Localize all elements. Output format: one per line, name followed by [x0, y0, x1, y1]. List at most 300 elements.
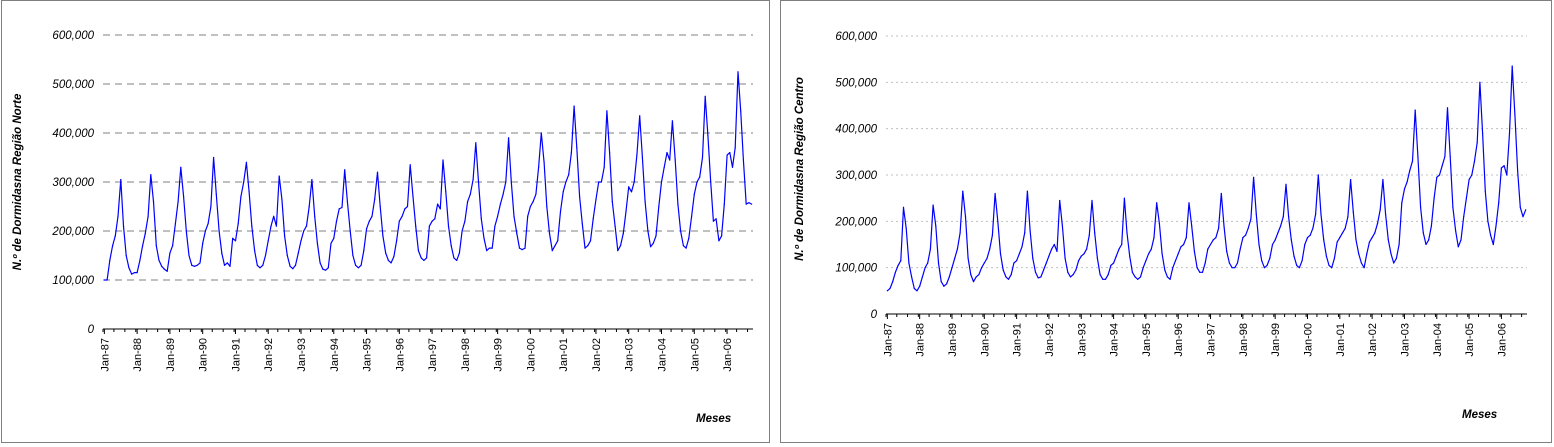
data-point: [363, 250, 364, 251]
data-point: [126, 255, 127, 256]
data-point: [1156, 202, 1157, 203]
data-point: [571, 152, 572, 153]
x-tick-label: Jan-89: [946, 323, 959, 357]
x-tick-label: Jan-03: [623, 338, 636, 372]
data-point: [1008, 279, 1009, 280]
data-point: [903, 207, 904, 208]
data-point: [1323, 239, 1324, 240]
data-point: [557, 240, 558, 241]
y-tick-label: 0: [870, 309, 877, 321]
x-tick-label: Jan-95: [1140, 323, 1153, 357]
data-point: [981, 267, 982, 268]
data-point: [279, 176, 280, 177]
data-point: [911, 276, 912, 277]
x-axis-title: Meses: [696, 413, 732, 425]
data-point: [552, 250, 553, 251]
data-point: [366, 228, 367, 229]
data-point: [1197, 267, 1198, 268]
data-point: [683, 245, 684, 246]
data-point: [628, 186, 629, 187]
data-point: [1269, 258, 1270, 259]
x-tick-label: Jan-96: [1173, 323, 1186, 357]
data-point: [1073, 274, 1074, 275]
chart-centro: [781, 1, 1553, 444]
data-point: [1232, 267, 1233, 268]
data-point: [1331, 267, 1332, 268]
data-point: [287, 255, 288, 256]
x-tick-label: Jan-04: [1431, 323, 1444, 357]
data-point: [221, 253, 222, 254]
data-point: [369, 221, 370, 222]
data-point: [900, 260, 901, 261]
data-point: [1059, 200, 1060, 201]
data-point: [314, 216, 315, 217]
data-point: [1428, 239, 1429, 240]
data-point: [1218, 228, 1219, 229]
data-point: [919, 286, 920, 287]
data-point: [1078, 260, 1079, 261]
data-point: [1242, 237, 1243, 238]
data-point: [276, 226, 277, 227]
data-point: [737, 71, 738, 72]
data-point: [1108, 274, 1109, 275]
data-point: [1226, 251, 1227, 252]
data-point: [609, 152, 610, 153]
data-point: [1051, 249, 1052, 250]
data-point: [251, 226, 252, 227]
data-point: [186, 230, 187, 231]
data-point: [1399, 244, 1400, 245]
data-point: [721, 235, 722, 236]
data-point: [1102, 279, 1103, 280]
x-tick-label: Jan-02: [1367, 323, 1380, 357]
data-point: [257, 265, 258, 266]
data-point: [1299, 267, 1300, 268]
data-point: [148, 216, 149, 217]
data-point: [1401, 202, 1402, 203]
data-point: [962, 191, 963, 192]
data-point: [339, 208, 340, 209]
data-point: [1409, 170, 1410, 171]
data-point: [1024, 232, 1025, 233]
data-point: [1460, 239, 1461, 240]
y-tick-label: 300,000: [835, 170, 877, 182]
data-point: [574, 106, 575, 107]
x-tick-label: Jan-99: [1270, 323, 1283, 357]
data-point: [104, 279, 105, 280]
data-point: [164, 269, 165, 270]
data-point: [658, 206, 659, 207]
data-point: [1353, 212, 1354, 213]
data-point: [516, 233, 517, 234]
data-point: [224, 265, 225, 266]
data-point: [1501, 167, 1502, 168]
data-point: [1256, 214, 1257, 215]
data-point: [1477, 142, 1478, 143]
data-point: [908, 262, 909, 263]
data-point: [623, 233, 624, 234]
data-point: [1334, 258, 1335, 259]
data-point: [1525, 209, 1526, 210]
data-point: [978, 274, 979, 275]
data-point: [1318, 174, 1319, 175]
data-point: [281, 199, 282, 200]
data-point: [320, 262, 321, 263]
data-point: [371, 216, 372, 217]
data-point: [1504, 165, 1505, 166]
data-point: [120, 179, 121, 180]
x-tick-label: Jan-96: [394, 338, 407, 372]
data-point: [1105, 279, 1106, 280]
data-point: [429, 226, 430, 227]
data-point: [1471, 174, 1472, 175]
x-tick-label: Jan-90: [197, 338, 210, 372]
data-point: [1522, 216, 1523, 217]
data-point: [330, 243, 331, 244]
data-point: [1016, 260, 1017, 261]
data-point: [954, 258, 955, 259]
data-point: [680, 230, 681, 231]
data-point: [227, 262, 228, 263]
data-point: [467, 201, 468, 202]
x-tick-label: Jan-91: [1011, 323, 1024, 357]
data-point: [1512, 66, 1513, 67]
data-point: [524, 248, 525, 249]
series-line-norte: [104, 72, 751, 280]
data-point: [933, 205, 934, 206]
data-point: [219, 230, 220, 231]
data-point: [620, 245, 621, 246]
data-point: [960, 232, 961, 233]
data-point: [402, 216, 403, 217]
data-point: [563, 191, 564, 192]
data-point: [1355, 239, 1356, 240]
data-point: [508, 137, 509, 138]
data-point: [500, 204, 501, 205]
data-point: [989, 249, 990, 250]
data-point: [530, 206, 531, 207]
data-point: [1148, 253, 1149, 254]
data-point: [180, 167, 181, 168]
data-point: [216, 194, 217, 195]
data-point: [694, 194, 695, 195]
data-point: [505, 181, 506, 182]
data-point: [544, 162, 545, 163]
data-point: [1390, 253, 1391, 254]
data-point: [927, 262, 928, 263]
data-point: [158, 260, 159, 261]
data-point: [1003, 269, 1004, 270]
data-point: [1455, 230, 1456, 231]
data-point: [494, 226, 495, 227]
data-point: [1159, 223, 1160, 224]
data-point: [1202, 272, 1203, 273]
data-point: [284, 235, 285, 236]
data-point: [943, 286, 944, 287]
data-point: [1188, 202, 1189, 203]
data-point: [194, 266, 195, 267]
data-point: [1495, 225, 1496, 226]
x-tick-label: Jan-04: [656, 338, 669, 372]
data-point: [1180, 246, 1181, 247]
x-tick-label: Jan-99: [492, 337, 505, 372]
data-point: [1366, 253, 1367, 254]
y-tick-label: 500,000: [52, 79, 94, 91]
data-point: [1038, 277, 1039, 278]
data-point: [183, 196, 184, 197]
data-point: [1310, 235, 1311, 236]
data-point: [699, 177, 700, 178]
data-point: [311, 179, 312, 180]
data-point: [664, 167, 665, 168]
data-point: [568, 174, 569, 175]
data-point: [655, 235, 656, 236]
y-axis-title: N.º de Dormidasna Região Centro: [794, 77, 806, 261]
data-point: [647, 230, 648, 231]
data-point: [1215, 237, 1216, 238]
data-point: [1083, 253, 1084, 254]
y-tick-label: 600,000: [835, 31, 877, 43]
data-point: [938, 262, 939, 263]
data-point: [1320, 214, 1321, 215]
data-point: [645, 201, 646, 202]
data-point: [1493, 244, 1494, 245]
data-point: [949, 276, 950, 277]
x-tick-label: Jan-87: [99, 338, 112, 372]
data-point: [1021, 246, 1022, 247]
y-axis-title: N.º de Dormidasna Região Norte: [12, 93, 24, 271]
data-point: [1132, 272, 1133, 273]
data-point: [1035, 272, 1036, 273]
data-point: [1164, 269, 1165, 270]
data-point: [328, 267, 329, 268]
data-point: [1094, 232, 1095, 233]
data-point: [415, 226, 416, 227]
data-point: [1205, 262, 1206, 263]
data-point: [1054, 244, 1055, 245]
data-point: [188, 255, 189, 256]
data-point: [1118, 249, 1119, 250]
data-point: [382, 235, 383, 236]
data-point: [249, 191, 250, 192]
data-point: [1466, 198, 1467, 199]
data-point: [1145, 260, 1146, 261]
data-point: [1253, 177, 1254, 178]
data-point: [210, 206, 211, 207]
data-point: [1372, 237, 1373, 238]
data-point: [606, 110, 607, 111]
x-tick-label: Jan-98: [1237, 323, 1250, 357]
data-point: [1374, 232, 1375, 233]
data-point: [1011, 274, 1012, 275]
data-point: [1140, 276, 1141, 277]
data-point: [716, 218, 717, 219]
data-point: [1229, 262, 1230, 263]
data-point: [1153, 237, 1154, 238]
data-point: [1302, 260, 1303, 261]
data-point: [1339, 237, 1340, 238]
data-point: [598, 181, 599, 182]
data-point: [713, 221, 714, 222]
data-point: [707, 135, 708, 136]
data-point: [1283, 216, 1284, 217]
data-point: [1151, 249, 1152, 250]
data-point: [123, 226, 124, 227]
data-point: [1377, 223, 1378, 224]
x-tick-label: Jan-92: [263, 338, 276, 372]
x-tick-label: Jan-91: [230, 338, 243, 372]
y-tick-label: 100,000: [835, 262, 877, 275]
data-point: [1272, 244, 1273, 245]
data-point: [565, 181, 566, 182]
data-point: [965, 216, 966, 217]
data-point: [399, 221, 400, 222]
data-point: [535, 194, 536, 195]
x-tick-label: Jan-01: [1334, 323, 1347, 357]
data-point: [404, 208, 405, 209]
data-point: [1221, 193, 1222, 194]
data-point: [735, 147, 736, 148]
data-point: [473, 179, 474, 180]
data-point: [423, 260, 424, 261]
data-point: [1199, 272, 1200, 273]
data-point: [1062, 225, 1063, 226]
data-point: [396, 240, 397, 241]
data-point: [1506, 174, 1507, 175]
data-point: [957, 249, 958, 250]
data-point: [238, 223, 239, 224]
data-point: [1172, 267, 1173, 268]
data-point: [986, 258, 987, 259]
data-point: [1396, 258, 1397, 259]
data-point: [295, 265, 296, 266]
data-point: [161, 266, 162, 267]
data-point: [172, 245, 173, 246]
data-point: [889, 288, 890, 289]
data-point: [743, 159, 744, 160]
data-point: [1450, 156, 1451, 157]
data-point: [1261, 260, 1262, 261]
data-point: [617, 250, 618, 251]
y-tick-label: 500,000: [835, 77, 877, 90]
data-point: [1019, 253, 1020, 254]
data-point: [1065, 258, 1066, 259]
data-point: [702, 157, 703, 158]
x-tick-label: Jan-97: [427, 338, 440, 372]
data-point: [1250, 218, 1251, 219]
data-point: [1463, 216, 1464, 217]
data-point: [377, 172, 378, 173]
data-point: [1126, 232, 1127, 233]
data-point: [1183, 244, 1184, 245]
data-point: [333, 238, 334, 239]
data-point: [112, 245, 113, 246]
data-point: [612, 201, 613, 202]
data-point: [1307, 237, 1308, 238]
data-point: [432, 221, 433, 222]
data-point: [1388, 239, 1389, 240]
data-point: [300, 240, 301, 241]
data-point: [1032, 258, 1033, 259]
x-tick-label: Jan-06: [1496, 323, 1509, 357]
data-point: [533, 201, 534, 202]
data-point: [1267, 265, 1268, 266]
data-point: [1113, 262, 1114, 263]
data-point: [1487, 221, 1488, 222]
x-tick-label: Jan-00: [525, 338, 538, 372]
data-point: [696, 181, 697, 182]
data-point: [511, 181, 512, 182]
data-point: [1482, 133, 1483, 134]
data-point: [541, 132, 542, 133]
chart-norte: [2, 1, 771, 444]
data-point: [421, 257, 422, 258]
data-point: [1312, 228, 1313, 229]
data-point: [464, 221, 465, 222]
data-point: [309, 206, 310, 207]
data-point: [672, 120, 673, 121]
data-point: [970, 274, 971, 275]
data-point: [1328, 265, 1329, 266]
data-point: [128, 267, 129, 268]
data-point: [1337, 242, 1338, 243]
data-point: [440, 208, 441, 209]
data-point: [1143, 267, 1144, 268]
data-point: [906, 228, 907, 229]
data-point: [590, 240, 591, 241]
data-point: [1479, 82, 1480, 83]
data-point: [675, 159, 676, 160]
data-point: [1415, 110, 1416, 111]
data-point: [486, 250, 487, 251]
data-point: [259, 267, 260, 268]
data-point: [892, 281, 893, 282]
data-point: [150, 174, 151, 175]
data-point: [642, 157, 643, 158]
data-point: [1425, 244, 1426, 245]
data-point: [1121, 244, 1122, 245]
data-point: [1412, 161, 1413, 162]
data-point: [1342, 232, 1343, 233]
data-point: [410, 164, 411, 165]
x-tick-label: Jan-94: [1108, 323, 1121, 357]
data-point: [175, 223, 176, 224]
data-point: [669, 159, 670, 160]
data-point: [292, 268, 293, 269]
data-point: [916, 290, 917, 291]
y-tick-label: 400,000: [835, 123, 877, 136]
data-point: [951, 267, 952, 268]
data-point: [270, 226, 271, 227]
data-point: [448, 226, 449, 227]
data-point: [1170, 279, 1171, 280]
data-point: [344, 169, 345, 170]
data-point: [235, 240, 236, 241]
data-point: [519, 248, 520, 249]
x-tick-label: Jan-98: [459, 338, 472, 372]
data-point: [205, 230, 206, 231]
data-point: [1285, 184, 1286, 185]
data-point: [1485, 191, 1486, 192]
y-tick-label: 400,000: [52, 128, 94, 140]
data-point: [1326, 256, 1327, 257]
data-point: [653, 243, 654, 244]
data-point: [459, 253, 460, 254]
data-point: [1027, 191, 1028, 192]
data-point: [1474, 161, 1475, 162]
x-tick-label: Jan-00: [1302, 323, 1315, 357]
data-point: [1005, 276, 1006, 277]
